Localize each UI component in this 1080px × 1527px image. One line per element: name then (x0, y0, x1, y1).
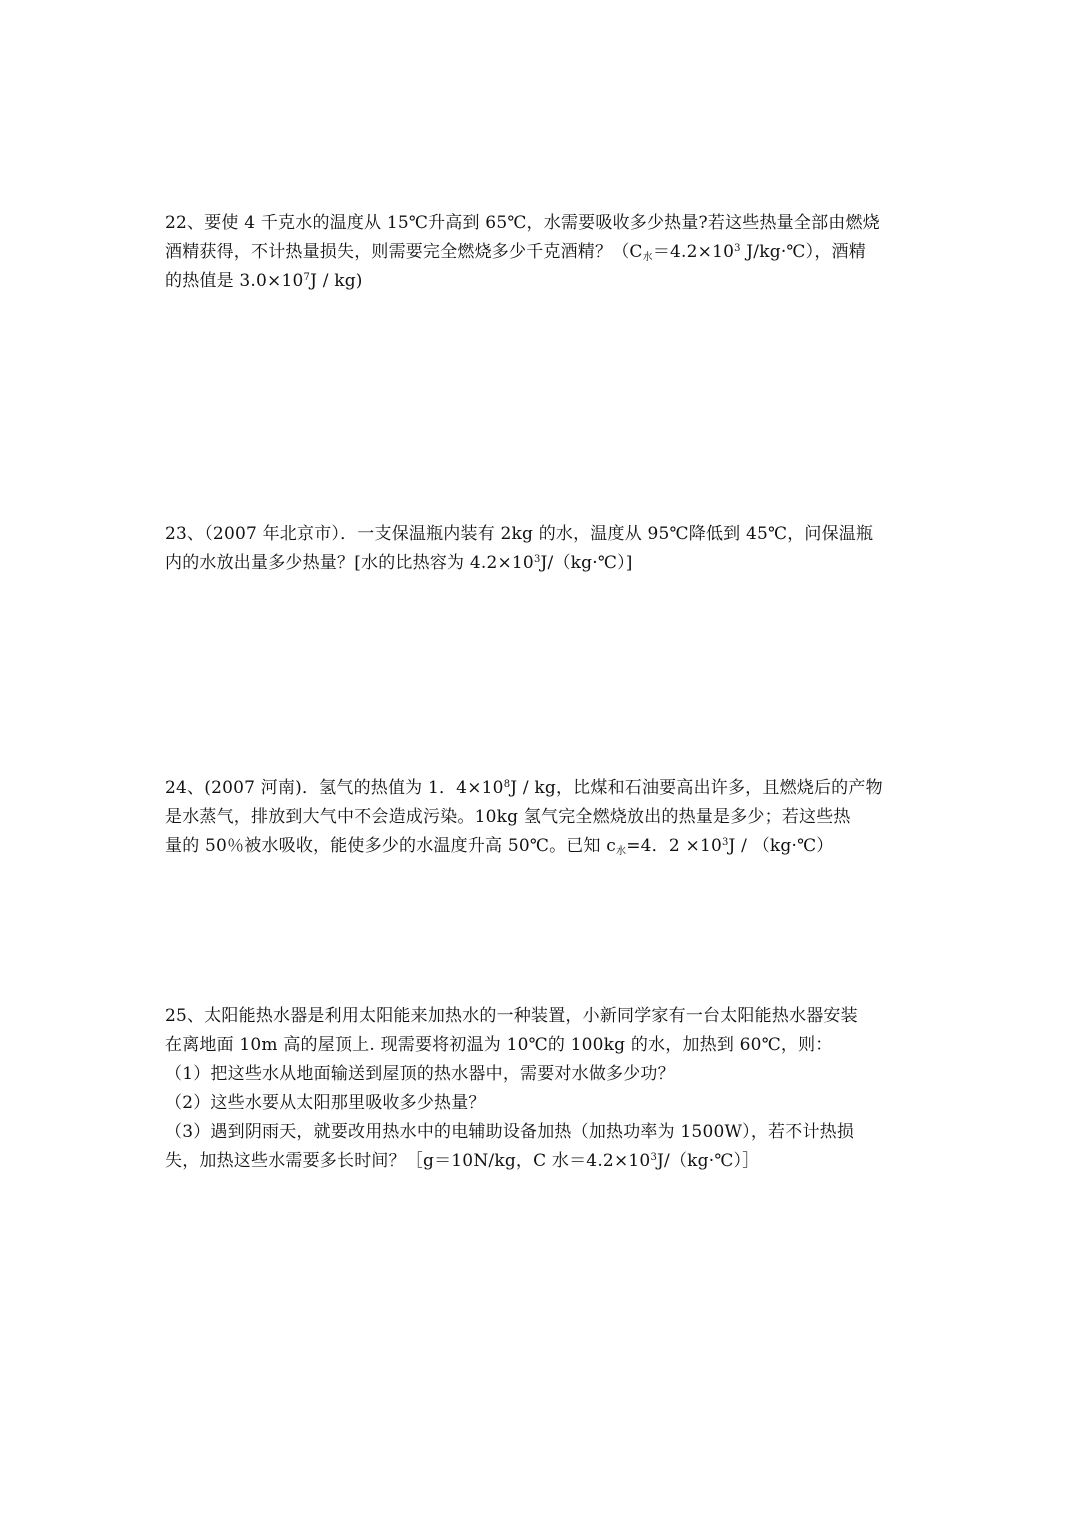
question-22-line-2 (165, 238, 917, 267)
question-25-line-1 (165, 1002, 917, 1031)
text-pre: 在离地面 10m 高的屋顶上. 现需要将初温为 10℃的 100kg 的水，加热到 60℃，则： (165, 1035, 833, 1055)
question-23-line-2 (165, 549, 917, 578)
text-pre: （2）这些水要从太阳那里吸收多少热量？ (165, 1093, 486, 1113)
text-post: J / （kg·℃） (728, 836, 834, 856)
text-pre: 25、太阳能热水器是利用太阳能来加热水的一种装置，小新同学家有一台太阳能热水器安装 (165, 1006, 858, 1026)
text-pre: 是水蒸气，排放到大气中不会造成污染。10kg 氢气完全燃烧放出的热量是多少；若这些热 (165, 807, 851, 827)
text-sup: 3 (734, 243, 741, 254)
question-24-line-2 (165, 803, 917, 832)
text-pre: 23、（2007 年北京市）．一支保温瓶内装有 2kg 的水，温度从 95℃降低到 45℃，问保温瓶 (165, 524, 874, 544)
text-sup: 3 (533, 554, 541, 565)
text-pre: （1）把这些水从地面输送到屋顶的热水器中，需要对水做多少功？ (165, 1064, 675, 1084)
text-pre: 24、(2007 河南)．氢气的热值为 1．4×10 (165, 778, 504, 798)
text-sup: 3 (721, 837, 729, 848)
text-sup: 7 (303, 272, 311, 283)
text-pre: （3）遇到阴雨天，就要改用热水中的电辅助设备加热（加热功率为 1500W），若不计热损 (165, 1122, 855, 1142)
text-sup: 8 (503, 779, 511, 790)
text-pre: 的热值是 3.0×10 (165, 271, 304, 291)
text-post: J/（kg·℃）] (540, 553, 633, 573)
question-23 (165, 520, 917, 578)
question-22-line-3 (165, 267, 917, 296)
question-24 (165, 774, 917, 861)
question-23-line-1 (165, 520, 917, 549)
text-post: J/kg·℃），酒精 (740, 242, 866, 262)
question-24-line-1 (165, 774, 917, 803)
question-25-line-5 (165, 1118, 917, 1147)
text-pre: 酒精获得，不计热量损失，则需要完全燃烧多少千克酒精？（C (165, 242, 643, 262)
text-sub: 水 (616, 846, 627, 857)
question-24-line-3 (165, 832, 917, 861)
question-25-line-3 (165, 1060, 917, 1089)
question-22-line-1 (165, 209, 917, 238)
text-mid: =4．2 ×10 (626, 836, 722, 856)
text-sup: 3 (650, 1152, 657, 1163)
question-25-line-4 (165, 1089, 917, 1118)
text-post: J/（kg·℃）］ (657, 1151, 760, 1171)
text-pre: 失，加热这些水需要多长时间？［g＝10N/kg，C 水＝4.2×10 (165, 1151, 651, 1171)
question-25 (165, 1002, 917, 1176)
text-post: J / kg) (310, 271, 363, 291)
text-sub: 水 (642, 252, 653, 263)
question-25-line-6 (165, 1147, 917, 1176)
text-mid: ＝4.2×10 (652, 242, 735, 262)
text-post: J / kg，比煤和石油要高出许多，且燃烧后的产物 (510, 778, 883, 798)
text-pre: 22、要使 4 千克水的温度从 15℃升高到 65℃，水需要吸收多少热量?若这些热量全部由燃烧 (165, 213, 880, 233)
question-22 (165, 209, 917, 296)
question-25-line-2 (165, 1031, 917, 1060)
text-pre: 内的水放出量多少热量？[水的比热容为 4.2×10 (165, 553, 534, 573)
text-pre: 量的 50％被水吸收，能使多少的水温度升高 50℃。已知 c (165, 836, 617, 856)
